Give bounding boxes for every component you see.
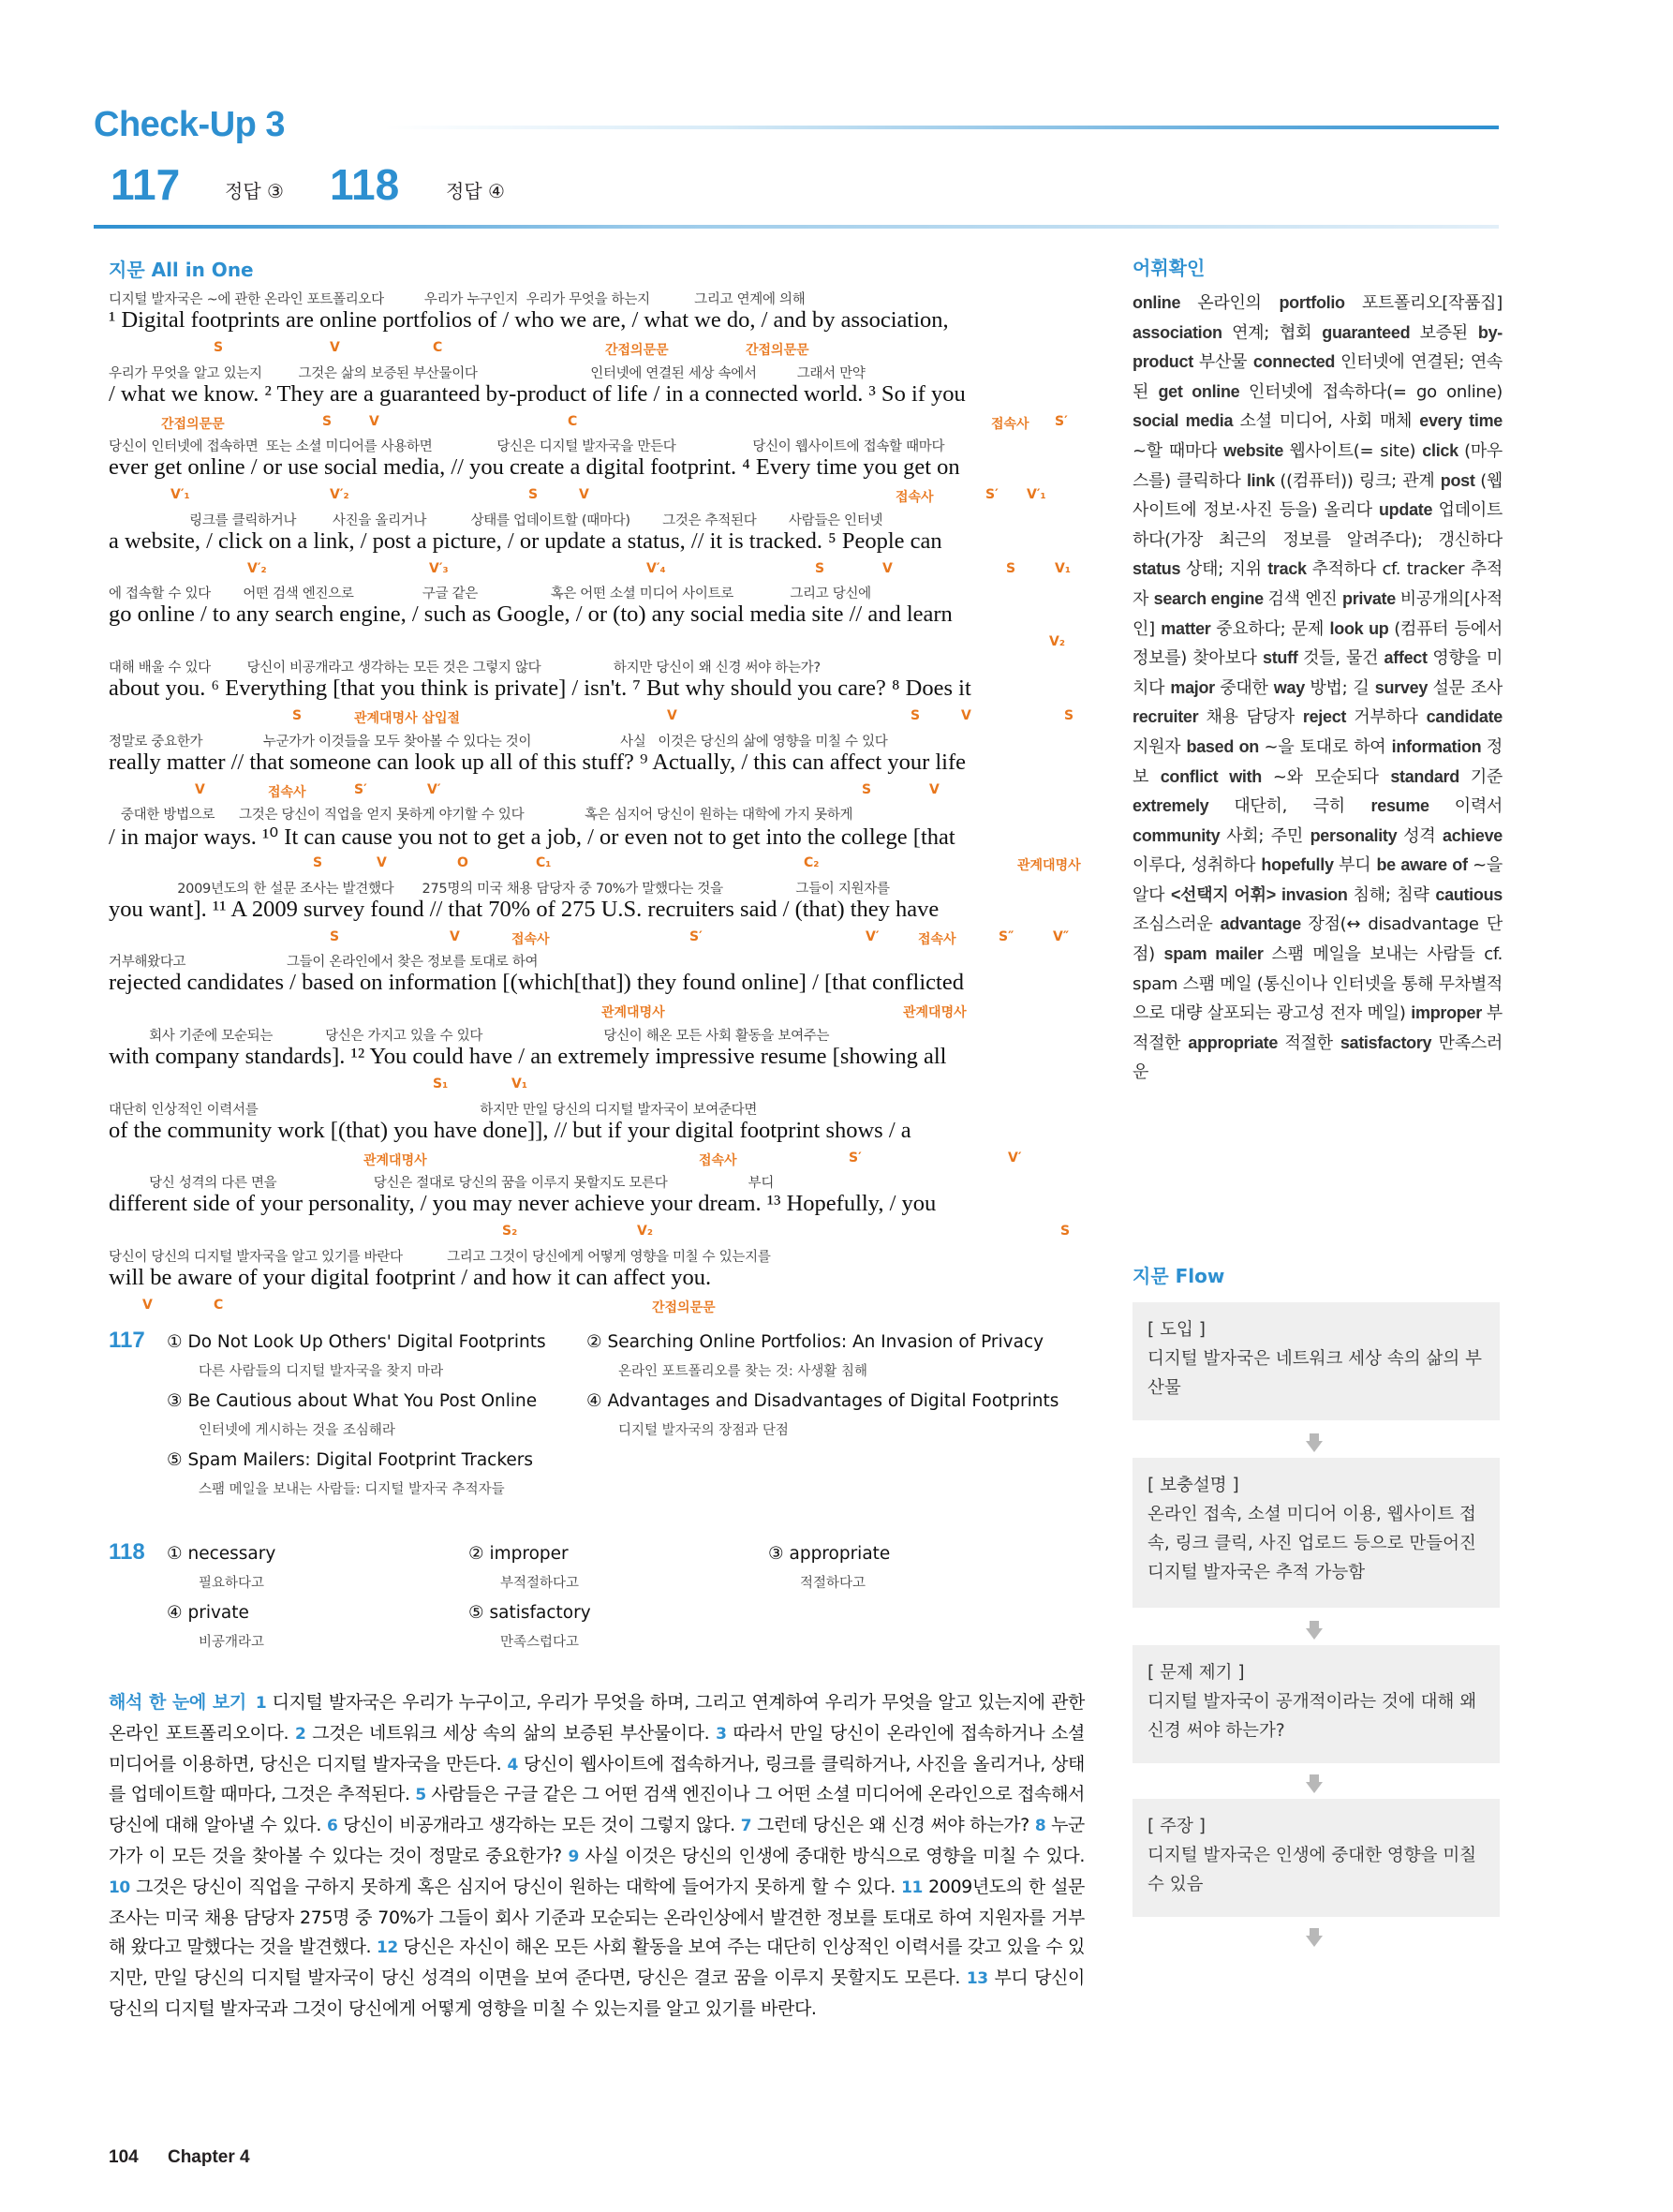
vocab-word: social media [1133,411,1240,431]
vocab-meaning: 이력서 [1454,796,1503,817]
vocab-word: spam mailer [1163,944,1272,964]
korean-gloss: 중대한 방법으로 그것은 당신이 직업을 얻지 못하게 야기할 수 있다 혹은 심지어 당신이 원하는 대학에 가지 못하게 [109,808,853,824]
grammar-tag: 관계대명사 [363,1152,427,1168]
korean-gloss: 링크를 클릭하거나 사진을 올리거나 상태를 업데이트할 (때마다) 그것은 추적된다 사람들은 인터넷 [109,512,883,528]
english-sentence: / in major ways. ¹⁰ It can cause you not to get a job, / or even not to get into the college [that [109,824,955,851]
english-sentence: rejected candidates / based on information [(which[that]) they found online] / [that conflicted [109,970,964,996]
choice-vocab-heading: <선택지 어휘> [1170,884,1281,904]
korean-gloss: 2009년도의 한 설문 조사는 발견했다 275명의 미국 채용 담당자 중 70%가 말했다는 것을 그들이 지원자를 [109,881,890,897]
vocab-meaning: 검색 엔진 [1267,588,1343,609]
grammar-tag: C₂ [804,855,820,871]
grammar-tag: S [322,413,333,429]
grammar-tag: O [457,855,468,871]
vocab-meaning: ~할 때마다 [1133,440,1224,461]
vocab-word: community [1133,825,1227,845]
grammar-tag: V₂ [1049,634,1065,650]
vocab-meaning: 조심스러운 [1133,914,1221,935]
vocab-list [1133,289,1503,1088]
grammar-tag: V [961,707,971,723]
flow-box-label: [ 보충설명 ] [1147,1476,1239,1495]
grammar-tag: V′₁ [1027,487,1046,503]
korean-gloss: 당신이 인터넷에 접속하면 또는 소셜 미디어를 사용하면 당신은 디지털 발자국을 만든다 당신이 웹사이트에 접속할 때마다 [109,439,945,455]
vocab-word: update [1378,500,1439,520]
grammar-tag: 간접의문문 [652,1299,716,1315]
grammar-tag: V₁ [511,1076,527,1091]
flow-arrow-icon [1306,1782,1323,1793]
grammar-tag: V′ [427,781,441,797]
sentence-translation: 따라서 만일 당신이 온라인에 접속하거나 소셜 미디어를 이용하면, 당신은 디지털 발자국을 만든다. [109,1722,1086,1774]
vocab-word: extremely [1133,796,1235,816]
korean-gloss: 대해 배울 수 있다 당신이 비공개라고 생각하는 모든 것은 그렇지 않다 하지만 당신이 왜 신경 써야 하는가? [109,660,821,675]
grammar-tag: 접속사 [268,784,306,800]
grammar-tag: V′₃ [429,560,449,576]
sentence-number: 12 [376,1938,404,1958]
vocab-word: resume [1370,796,1455,816]
english-sentence: will be aware of your digital footprint / and how it can affect you. [109,1264,712,1290]
title-rule [384,126,1499,129]
vocab-word: information [1391,736,1487,756]
sentence-translation: 그런데 당신은 왜 신경 써야 하는가? [756,1815,1035,1836]
vocab-word: guaranteed [1322,322,1420,342]
q117-option-2[interactable]: ② Searching Online Portfolios: An Invasion of Privacy [586,1332,1044,1352]
vocab-meaning: ((컴퓨터)) 링크; 관계 [1280,470,1441,491]
passage-line [109,731,1087,805]
korean-gloss: 디지털 발자국은 ~에 관한 온라인 포트폴리오다 우리가 누구인지 우리가 무엇을 하는지 그리고 연계에 의해 [109,292,806,307]
translation-lead: 해석 한 눈에 보기 [109,1692,246,1713]
flow-arrow-icon [1306,1628,1323,1640]
grammar-tag: 간접의문문 [605,343,669,358]
grammar-tag: 접속사 [991,416,1029,432]
flow-box-label: [ 문제 제기 ] [1147,1663,1245,1683]
vocab-meaning: 스팸 메일을 보내는 사람들 cf. spam 스팸 메일 (통신이나 인터넷을 통해 무차별적으로 대량 살포되는 광고성 전자 메일) [1133,944,1503,1024]
flow-arrow-icon [1306,1441,1323,1452]
q118-option-1[interactable]: ① necessary [167,1544,276,1564]
grammar-tag: S₂ [502,1224,518,1240]
grammar-tag: V′₁ [170,487,190,503]
grammar-tag: S′ [354,781,367,797]
grammar-tag: V [450,928,460,944]
vocab-word: association [1133,322,1233,342]
grammar-tag: S [330,928,340,944]
grammar-tag: S [528,487,539,503]
question-117-answer: 정답 ③ [225,180,284,202]
q118-option-4[interactable]: ④ private [167,1603,249,1623]
vocab-meaning: 적절한 [1284,1032,1340,1053]
grammar-tag: S [214,340,224,355]
sentence-number: 10 [109,1878,136,1897]
q118-option-3[interactable]: ③ appropriate [768,1544,891,1564]
grammar-tag: S [862,781,872,797]
vocab-meaning: 소셜 미디어, 사회 매체 [1239,411,1420,432]
vocab-word: track [1267,559,1312,579]
english-sentence: ¹ Digital footprints are online portfolios of / who we are, / what we do, / and by association, [109,307,949,333]
q118-option-3-ko: 적절하다고 [800,1576,866,1591]
q118-option-4-ko: 비공개라고 [199,1635,265,1650]
vocab-word: private [1342,588,1400,608]
grammar-tag: C₁ [536,855,552,871]
grammar-tag: V′₂ [330,487,349,503]
vocab-word: connected [1252,352,1341,372]
grammar-tag: C [214,1297,224,1313]
flow-box-claim [1133,1799,1500,1917]
flow-box-label: [ 주장 ] [1147,1817,1206,1836]
q117-option-3-ko: 인터넷에 게시하는 것을 조심해라 [199,1423,395,1438]
q117-option-2-ko: 온라인 포트폴리오를 찾는 것: 사생활 침해 [618,1364,868,1379]
grammar-tag: V₁ [1055,560,1071,576]
flow-box-label: [ 도입 ] [1147,1320,1206,1340]
vocab-word: matter [1161,618,1217,638]
english-sentence: really matter // that someone can look up all of this stuff? ⁹ Actually, / this can affect your life [109,749,967,775]
grammar-tag: V [330,340,340,355]
page-footer [109,2147,250,2168]
flow-box-text: 디지털 발자국은 네트워크 세상 속의 삶의 부산물 [1147,1349,1482,1398]
grammar-tag: S [313,855,323,871]
passage-line [109,363,1087,437]
grammar-tag: 간접의문문 [746,343,809,358]
korean-gloss: 당신이 당신의 디지털 발자국을 알고 있기를 바란다 그리고 그것이 당신에게 어떻게 영향을 미칠 수 있는지를 [109,1249,771,1265]
grammar-tag: S [911,707,921,723]
vocab-meaning: 상태; 지위 [1186,559,1268,580]
vocab-word: standard [1390,766,1471,786]
vocab-meaning: 웹사이트(= site) [1289,440,1423,461]
grammar-tag: V′ [866,928,880,944]
vocab-meaning: 지원자 [1133,736,1187,757]
grammar-tag: V [377,855,387,871]
flow-box-text: 디지털 발자국은 인생에 중대한 영향을 미칠 수 있음 [1147,1846,1477,1894]
grammar-tag: C [433,340,443,355]
vocab-word: portfolio [1279,293,1362,312]
vocab-word: improper [1411,1003,1487,1023]
translation-paragraph [109,1688,1085,2025]
vocab-word: way [1273,677,1310,697]
question-118-answer: 정답 ④ [446,180,505,202]
passage-section-title: 지문 All in One [109,259,254,281]
vocab-meaning: 만족스러운 [1133,1032,1503,1083]
annotated-passage [109,289,1087,1319]
grammar-tag: S′ [985,487,999,503]
section-title: Check-Up 3 [94,105,286,144]
vocab-meaning: 업데이트하다(가장 최근의 정보를 알려주다); 갱신하다 [1133,500,1503,550]
vocab-meaning: 영향을 미치다 [1133,648,1503,698]
q117-option-1-ko: 다른 사람들의 디지털 발자국을 찾지 마라 [199,1364,444,1379]
vocab-word: recruiter [1133,707,1207,727]
sentence-translation: 당신이 비공개라고 생각하는 모든 것이 그렇지 않다. [343,1815,741,1836]
vocab-word: post [1440,470,1481,490]
vocab-word: advantage [1220,914,1309,934]
q117-options-number: 117 [109,1328,145,1353]
sentence-number: 1 [255,1694,273,1713]
sentence-translation: 당신은 자신이 해온 모든 사회 활동을 보여 주는 대단히 인상적인 이력서를 갖고 있을 수 있지만, 만일 당신의 디지털 발자국이 당신 성격의 이면을 보여 준다면, 당신은 결코 꿈을 이루지 못할지도 모른다. [109,1937,1085,1989]
vocab-meaning: 추적하다 cf. tracker 추적자 [1133,559,1503,609]
vocab-meaning: 포트폴리오[작품집] [1361,293,1503,313]
vocab-meaning: 중요하다; 문제 [1216,618,1330,639]
english-sentence: you want]. ¹¹ A 2009 survey found // that 70% of 275 U.S. recruiters said / (that) they have [109,896,940,922]
vocab-meaning: 보증된 [1419,322,1478,343]
flow-box-question [1133,1645,1500,1763]
sentence-number: 4 [507,1755,525,1774]
sentence-number: 2 [294,1724,313,1744]
english-sentence: go online / to any search engine, / such as Google, / or (to) any social media site // and learn [109,601,953,628]
korean-gloss: 당신 성격의 다른 면을 당신은 절대로 당신의 꿈을 이루지 못할지도 모른다 부디 [109,1176,775,1192]
q118-option-2-ko: 부적절하다고 [500,1576,580,1591]
vocab-meaning: 거부하다 [1354,707,1427,728]
grammar-tag: V [929,781,940,797]
english-sentence: about you. ⁶ Everything [that you think is private] / isn't. ⁷ But why should you care? ⁸ Does it [109,675,971,701]
english-sentence: a website, / click on a link, / post a picture, / or update a status, // it is tracked. ⁵ People can [109,527,942,554]
q118-option-1-ko: 필요하다고 [199,1576,265,1591]
question-118-number: 118 [330,160,400,209]
q118-option-2[interactable]: ② improper [468,1544,569,1564]
sentence-translation: 디지털 발자국은 우리가 누구이고, 우리가 무엇을 하며, 그리고 연계하여 우리가 무엇을 알고 있는지에 관한 온라인 포트폴리오이다. [109,1692,1085,1744]
vocab-meaning: 부디 [1339,855,1377,876]
vocab-word: hopefully [1261,855,1340,875]
vocab-word: major [1170,677,1221,697]
grammar-tag: V [882,560,893,576]
korean-gloss: 대단히 인상적인 이력서를 하지만 만일 당신의 디지털 발자국이 보여준다면 [109,1102,758,1118]
vocab-word: reject [1302,707,1355,727]
vocab-word: survey [1374,677,1433,697]
flow-arrow-icon [1306,1936,1323,1947]
grammar-tag: S″ [999,928,1014,944]
vocab-meaning: 정보 [1133,736,1503,787]
korean-gloss: 정말로 중요한가 누군가가 이것들을 모두 찾아볼 수 있다는 것이 사실 이것은 당신의 삶에 영향을 미칠 수 있다 [109,734,888,750]
vocab-meaning: (컴퓨터 등에서 정보를) 찾아보다 [1133,618,1503,669]
passage-line [109,804,1087,878]
sentence-number: 6 [326,1817,344,1836]
vocab-word: conflict with [1160,766,1273,786]
sentence-number: 3 [716,1724,733,1744]
passage-line [109,878,1087,952]
vocab-word: cautious [1435,884,1503,904]
korean-gloss: 회사 기준에 모순되는 당신은 가지고 있을 수 있다 당신이 해온 모든 사회 활동을 보여주는 [109,1028,830,1044]
english-sentence: of the community work [(that) you have done]], // but if your digital footprint shows / a [109,1117,911,1143]
q117-option-3[interactable]: ③ Be Cautious about What You Post Online [167,1391,538,1411]
grammar-tag: V [579,487,589,503]
vocab-meaning: 설문 조사 [1432,677,1503,698]
vocab-word: be aware of [1376,855,1473,875]
vocab-word: affect [1384,648,1433,668]
passage-line [109,657,1087,731]
grammar-tag: V₂ [637,1224,653,1240]
vocab-meaning: 중대한 [1220,677,1274,698]
vocab-word: by-product [1133,322,1503,372]
grammar-tag: S [1064,707,1074,723]
vocab-word: click [1422,440,1465,460]
sentence-number: 8 [1034,1817,1052,1836]
sentence-translation: 사실 이것은 당신의 인생에 중대한 방식으로 영향을 미칠 수 있다. [585,1845,1085,1866]
english-sentence: with company standards]. ¹² You could have / an extremely impressive resume [showing all [109,1043,947,1069]
vocab-word: look up [1329,618,1395,638]
vocab-word: personality [1310,825,1404,845]
grammar-tag: V [195,781,205,797]
sentence-translation: 누군가가 이 모든 것을 찾아볼 수 있다는 것이 정말로 중요한가? [109,1815,1086,1866]
q117-option-4-ko: 디지털 발자국의 장점과 단점 [618,1423,789,1438]
vocab-meaning: 것들, 물건 [1303,648,1384,669]
vocab-word: every time [1419,411,1503,431]
vocab-meaning: 연계; 협회 [1232,322,1323,343]
q118-option-5-ko: 만족스럽다고 [500,1635,580,1650]
vocab-meaning: ~을 토대로 하여 [1264,736,1392,757]
vocab-word: achieve [1443,825,1503,845]
grammar-tag: 간접의문문 [161,416,225,432]
q117-option-1[interactable]: ① Do Not Look Up Others' Digital Footprints [167,1332,546,1352]
q118-option-5[interactable]: ⑤ satisfactory [468,1603,591,1623]
q117-option-5[interactable]: ⑤ Spam Mailers: Digital Footprint Trackers [167,1450,534,1470]
vocab-meaning: 사회; 주민 [1226,825,1310,846]
vocab-word: status [1133,559,1187,579]
vocab-meaning: 기준 [1470,766,1503,787]
q117-option-4[interactable]: ④ Advantages and Disadvantages of Digital Footprints [586,1391,1059,1411]
vocab-meaning: 온라인의 [1197,293,1280,313]
grammar-tag: S [1006,560,1016,576]
korean-gloss: 거부해왔다고 그들이 온라인에서 찾은 정보를 토대로 하여 [109,955,539,971]
grammar-tag: 관계대명사 [1017,858,1081,874]
sentence-translation: 부디 당신이 당신의 디지털 발자국과 그것이 당신에게 어떻게 영향을 미칠 수 있는지를 알고 있기를 바란다. [109,1967,1085,2019]
passage-line [109,510,1087,584]
vocab-meaning: (웹사이트에 정보·사진 등을) 올리다 [1133,470,1503,521]
grammar-tag: V [142,1297,153,1313]
grammar-tag: S₁ [433,1076,449,1091]
grammar-tag: 접속사 [918,931,956,947]
flow-box-explanation [1133,1458,1500,1608]
flow-box-text: 디지털 발자국이 공개적이라는 것에 대해 왜 신경 써야 하는가? [1147,1692,1477,1741]
vocab-meaning: 침해; 침략 [1353,884,1436,905]
grammar-tag: V′₂ [247,560,267,576]
vocab-meaning: 장점(↔ disadvantage 단점) [1133,914,1503,965]
grammar-tag: 관계대명사 [601,1005,665,1021]
sentence-number: 7 [740,1817,757,1836]
grammar-tag: 접속사 [511,931,550,947]
passage-line [109,1025,1087,1099]
sentence-translation: 그것은 네트워크 세상 속의 삶의 보증된 부산물이다. [312,1722,717,1744]
flow-box-text: 온라인 접속, 소셜 미디어 이용, 웹사이트 접속, 링크 클릭, 사진 업로드 등으로 만들어진 디지털 발자국은 추적 가능함 [1147,1505,1476,1582]
english-sentence: / what we know. ² They are a guaranteed by-product of life / in a connected world. ³ So if you [109,380,966,407]
grammar-tag: V [667,707,677,723]
grammar-tag: 접속사 [699,1152,737,1168]
sentence-number: 11 [901,1878,929,1897]
passage-line [109,289,1087,363]
vocab-word: search engine [1153,588,1268,608]
vocab-meaning: 채용 담당자 [1206,707,1303,728]
korean-gloss: 우리가 무엇을 알고 있는지 그것은 삶의 보증된 부산물이다 인터넷에 연결된 세상 속에서 그래서 만약 [109,365,866,381]
english-sentence: ever get online / or use social media, // you create a digital footprint. ⁴ Every time you get on [109,454,960,481]
q118-options-number: 118 [109,1539,145,1565]
passage-line [109,1172,1087,1246]
sentence-translation: 사람들은 구글 같은 그 어떤 검색 엔진이나 그 어떤 소셜 미디어에 온라인으로 접속해서 당신에 대해 알아낼 수 있다. [109,1784,1085,1836]
sentence-number: 5 [415,1786,432,1805]
vocab-meaning: ~을 알다 [1133,855,1503,905]
question-117-number: 117 [111,160,181,209]
grammar-tag: V [369,413,379,429]
english-sentence: different side of your personality, / you may never achieve your dream. ¹³ Hopefully, / you [109,1191,937,1217]
vocab-word: satisfactory [1340,1032,1439,1052]
passage-line [109,1099,1087,1173]
passage-line [109,583,1087,657]
vocab-word: candidate [1426,707,1503,727]
grammar-tag: V′ [1008,1150,1022,1165]
korean-gloss: 에 접속할 수 있다 어떤 검색 엔진으로 구글 같은 혹은 어떤 소셜 미디어 사이트로 그리고 당신에 [109,586,871,602]
vocab-meaning: 인터넷에 접속하다(= go online) [1249,381,1503,402]
grammar-tag: C [568,413,578,429]
vocab-title: 어휘확인 [1133,257,1206,279]
vocab-meaning: 부적절한 [1133,1003,1503,1053]
passage-line [109,1246,1087,1320]
vocab-word: invasion [1281,884,1354,904]
page-number: 104 [109,2147,139,2167]
grammar-tag: S [1060,1224,1071,1240]
sentence-number: 13 [966,1969,995,1989]
vocab-meaning: 대단히, 극히 [1234,796,1371,817]
vocab-word: stuff [1262,648,1304,668]
vocab-meaning: 방법; 길 [1310,677,1375,698]
grammar-tag: V′₄ [646,560,666,576]
vocab-meaning: 성격 [1403,825,1444,846]
vocab-word: appropriate [1188,1032,1285,1052]
sentence-number: 9 [568,1847,585,1866]
grammar-tag: 관계대명사 [903,1005,967,1021]
grammar-tag: 관계대명사 삽입절 [354,710,461,726]
flow-box-intro [1133,1302,1500,1420]
sentence-translation: 2009년도의 한 설문 조사는 미국 채용 담당자 275명 중 70%가 그들이 회사 기준과 모순되는 온라인상에서 발견한 정보를 토대로 하여 지원자를 거부해 왔다고 말했다는 것을 발견했다. [109,1876,1085,1958]
vocab-meaning: (마우스를) 클릭하다 [1133,440,1503,491]
vocab-word: website [1223,440,1290,460]
vocab-word: online [1133,293,1198,312]
vocab-meaning: 이루다, 성취하다 [1133,855,1262,876]
passage-line [109,436,1087,510]
grammar-tag: 접속사 [896,490,934,506]
grammar-tag: S′ [689,928,703,944]
grammar-tag: S [815,560,825,576]
vocab-word: based on [1186,736,1265,756]
grammar-tag: V″ [1053,928,1070,944]
vocab-meaning: 인터넷에 연결된; 연속된 [1133,352,1503,402]
grammar-tag: S′ [849,1150,862,1165]
vocab-meaning: ~와 모순되다 [1272,766,1391,787]
vocab-word: link [1246,470,1281,490]
passage-line [109,951,1087,1025]
header-rule [94,225,1499,229]
chapter-label: Chapter 4 [167,2147,250,2167]
q117-option-5-ko: 스팸 메일을 보내는 사람들: 디지털 발자국 추적자들 [199,1482,505,1497]
sentence-translation: 당신이 웹사이트에 접속하거나, 링크를 클릭하거나, 사진을 올리거나, 상태를 업데이트할 때마다, 그것은 추적된다. [109,1753,1085,1805]
sentence-translation: 그것은 당신이 직업을 구하지 못하게 혹은 심지어 당신이 원하는 대학에 들어가지 못하게 할 수 있다. [135,1876,902,1897]
vocab-word: get online [1158,381,1250,401]
flow-title: 지문 Flow [1133,1265,1225,1287]
vocab-meaning: 비공개의[사적인] [1133,588,1503,639]
grammar-tag: S [292,707,303,723]
vocab-meaning: 부산물 [1198,352,1253,373]
grammar-tag: S′ [1055,413,1068,429]
